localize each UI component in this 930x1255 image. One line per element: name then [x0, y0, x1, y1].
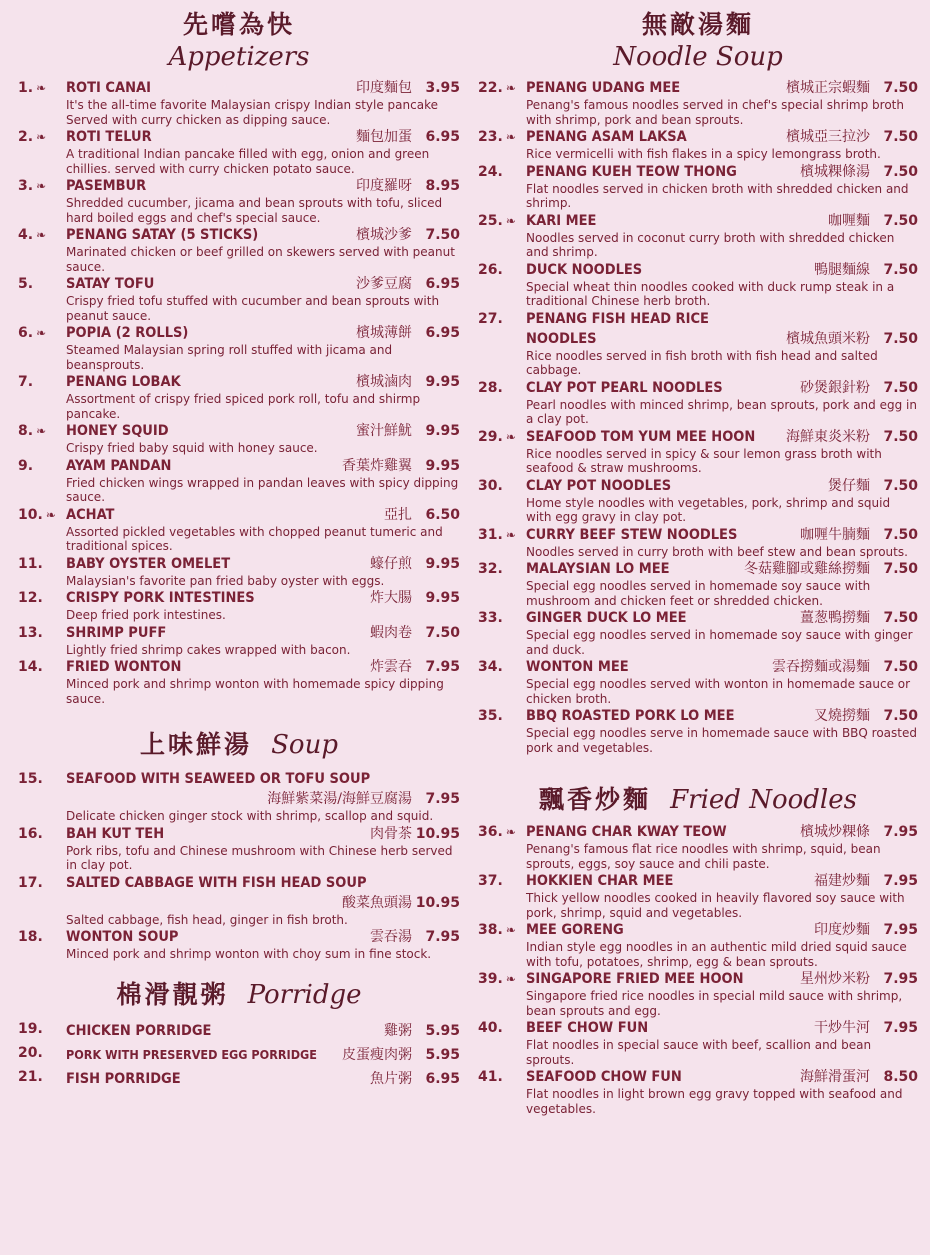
porridge-header: [18, 976, 460, 1017]
item-number: 11.: [18, 555, 43, 572]
menu-item: [18, 657, 460, 706]
noodle-soup-header: [478, 0, 918, 74]
fish-icon: ❧: [505, 130, 516, 144]
item-description: Deep fried pork intestines.: [66, 608, 226, 622]
item-price: 7.95: [883, 824, 918, 840]
fish-icon: ❧: [505, 429, 516, 444]
item-price: 9.95: [425, 555, 460, 572]
item-description: Malaysian's favorite pan fried baby oyster with eggs.: [66, 573, 385, 588]
item-description: Delicate chicken ginger stock with shrimp, scallop and squid.: [66, 809, 434, 823]
item-name-zh: 砂煲銀針粉: [800, 379, 870, 396]
item-price: 9.95: [425, 590, 460, 606]
item-name: MALAYSIAN LO MEE: [526, 561, 670, 577]
item-price: 7.95: [883, 971, 918, 987]
item-price: 7.50: [883, 428, 918, 445]
item-name: CHICKEN PORRIDGE: [66, 1022, 212, 1039]
appetizers-list: [18, 78, 460, 706]
fish-icon: ❧: [36, 326, 47, 340]
menu-item: [478, 476, 918, 525]
item-name: PENANG ASAM LAKSA: [526, 129, 687, 145]
item-price: 7.50: [883, 163, 918, 180]
item-number: 1. ❧: [18, 80, 47, 96]
item-name: HOKKIEN CHAR MEE: [526, 873, 674, 889]
item-description: Shredded cucumber, jicama and bean sprouts with tofu, sliced hard boiled eggs and chef's special sauce.: [66, 196, 443, 225]
item-name-zh: 炸大腸: [370, 590, 412, 606]
fried-noodles-title-en: Fried Noodles: [670, 785, 857, 815]
item-number: 17.: [18, 874, 43, 891]
item-number: 9.: [18, 457, 34, 474]
menu-item: [478, 1067, 918, 1116]
menu-item: [18, 372, 460, 421]
item-name-zh: 蝦肉卷: [370, 624, 412, 641]
item-name-zh: 咖喱麵: [828, 212, 870, 229]
fish-icon: ❧: [505, 81, 516, 95]
item-number: 23. ❧: [478, 129, 516, 145]
porridge-title-en: Porridge: [247, 979, 362, 1010]
appetizers-title-en: Appetizers: [168, 42, 310, 72]
item-name-zh: 海鮮滑蛋河: [800, 1069, 870, 1085]
item-description: Minced pork and shrimp wonton with choy sum in fine stock.: [66, 947, 432, 961]
item-description: Rice vermicelli with fish flakes in a spicy lemongrass broth.: [526, 147, 881, 161]
item-name-zh: 雲吞撈麵或湯麵: [772, 659, 870, 675]
item-name: SHRIMP PUFF: [66, 624, 167, 641]
item-name: ACHAT: [66, 506, 115, 523]
item-description: It's the all-time favorite Malaysian crispy Indian style pancake Served with curry chicken as dipping sauce.: [66, 98, 438, 127]
item-name: SEAFOOD WITH SEAWEED OR TOFU SOUP: [66, 771, 371, 787]
item-name-zh: 星州炒米粉: [800, 971, 870, 987]
item-number: 29. ❧: [478, 428, 516, 445]
item-description: Home style noodles with vegetables, pork, shrimp and squid with egg gravy in clay pot.: [526, 495, 891, 524]
item-name-zh: 檳城魚頭米粉: [786, 330, 870, 347]
soup-title-en: Soup: [271, 730, 338, 760]
item-price: 7.95: [425, 791, 460, 807]
item-price: 6.95: [425, 129, 460, 145]
item-number: 16.: [18, 825, 43, 842]
item-number: 40.: [478, 1020, 503, 1036]
item-price: 6.95: [425, 1070, 460, 1087]
fish-icon: ❧: [36, 179, 47, 193]
item-name-zh: 薑葱鴨撈麵: [800, 610, 870, 626]
menu-item: [18, 127, 460, 176]
item-name: BEEF CHOW FUN: [526, 1020, 649, 1036]
item-price: 7.95: [425, 659, 460, 675]
item-name: AYAM PANDAN: [66, 457, 172, 474]
item-name-zh: 沙爹豆腐: [356, 276, 412, 292]
menu-item: [18, 824, 460, 873]
menu-item: [18, 927, 460, 962]
item-name: WONTON SOUP: [66, 929, 179, 945]
fried-noodles-header: [478, 781, 918, 822]
porridge-title-zh: 棉滑靚粥: [116, 979, 229, 1009]
menu-item: [478, 657, 918, 706]
menu-item: [478, 608, 918, 657]
item-description: Fried chicken wings wrapped in pandan leaves with spicy dipping sauce.: [66, 475, 459, 504]
item-description: Pearl noodles with minced shrimp, bean sprouts, pork and egg in a clay pot.: [526, 397, 917, 426]
item-number: 32.: [478, 561, 503, 577]
item-description: Pork ribs, tofu and Chinese mushroom with Chinese herb served in clay pot.: [66, 843, 453, 872]
item-name-zh: 檳城正宗蝦麵: [786, 80, 870, 96]
item-price: 7.50: [883, 212, 918, 229]
item-name-zh: 海鮮東炎米粉: [786, 428, 870, 445]
item-name-zh: 雲吞湯: [370, 929, 412, 945]
item-number: 24.: [478, 163, 503, 180]
item-price: 9.95: [425, 374, 460, 390]
menu-item: [478, 162, 918, 211]
menu-item: [18, 554, 460, 589]
menu-item: [478, 559, 918, 608]
menu-item: [478, 211, 918, 260]
item-price: 7.50: [883, 477, 918, 494]
fish-icon: ❧: [505, 972, 516, 986]
item-description: Minced pork and shrimp wonton with homemade spicy dipping sauce.: [66, 677, 444, 706]
fish-icon: ❧: [505, 213, 516, 228]
item-name: KARI MEE: [526, 212, 597, 229]
item-number: 14.: [18, 659, 43, 675]
item-price: 5.95: [425, 1022, 460, 1039]
menu-item: [18, 456, 460, 505]
menu-item: [18, 323, 460, 372]
item-name-zh: 麵包加蛋: [356, 129, 412, 145]
item-price: 7.50: [883, 659, 918, 675]
item-name-zh: 酸菜魚頭湯: [342, 894, 412, 911]
item-name-zh: 肉骨茶: [370, 825, 412, 842]
item-description: Penang's famous noodles served in chef's special shrimp broth with shrimp, pork and bean sprouts.: [526, 98, 904, 127]
item-name-zh: 鴨腿麵線: [814, 261, 870, 278]
item-description: Flat noodles in light brown egg gravy topped with seafood and vegetables.: [526, 1087, 903, 1116]
item-number: 22. ❧: [478, 80, 516, 96]
item-name-zh: 炸雲吞: [370, 659, 412, 675]
item-name: SATAY TOFU: [66, 276, 155, 292]
menu-item: [478, 822, 918, 871]
item-number: 12.: [18, 590, 43, 606]
menu-item: [478, 706, 918, 755]
item-name: DUCK NOODLES: [526, 261, 643, 278]
item-price: 7.95: [425, 929, 460, 945]
item-name-zh: 叉燒撈麵: [814, 708, 870, 724]
item-description: A traditional Indian pancake filled with egg, onion and green chillies. served with curry chicken potato sauce.: [66, 147, 430, 176]
item-number: 4. ❧: [18, 227, 47, 243]
item-number: 18.: [18, 929, 43, 945]
item-number: 27.: [478, 310, 503, 327]
menu-item: [18, 421, 460, 456]
item-description: Special wheat thin noodles cooked with duck rump steak in a traditional Chinese herb broth.: [526, 279, 895, 308]
item-name: PENANG SATAY (5 STICKS): [66, 227, 259, 243]
item-name: HONEY SQUID: [66, 423, 169, 439]
soup-title-zh: 上味鮮湯: [140, 730, 253, 759]
item-description: Crispy fried tofu stuffed with cucumber and bean sprouts with peanut sauce.: [66, 294, 440, 323]
item-name: PENANG CHAR KWAY TEOW: [526, 824, 727, 840]
item-name-zh: 魚片粥: [370, 1070, 412, 1087]
item-number: 41.: [478, 1069, 503, 1085]
item-price: 6.95: [425, 325, 460, 341]
item-description: Rice noodles served in fish broth with fish head and salted cabbage.: [526, 348, 878, 377]
menu-item: [478, 260, 918, 309]
item-price: 7.50: [883, 261, 918, 278]
item-description: Assortment of crispy fried spiced pork roll, tofu and shirmp pancake.: [66, 392, 421, 421]
appetizers-title-zh: 先嚐為快: [182, 10, 295, 39]
left-column: [18, 0, 460, 1091]
menu-item: [478, 920, 918, 969]
item-price: 9.95: [425, 423, 460, 439]
item-price: 9.95: [425, 457, 460, 474]
item-price: 7.50: [883, 129, 918, 145]
menu-item: [18, 1019, 460, 1043]
item-price: 7.50: [883, 80, 918, 96]
item-name-zh: 福建炒麵: [814, 873, 870, 889]
item-price: 6.50: [425, 506, 460, 523]
item-number: 31. ❧: [478, 526, 516, 543]
item-number: 10. ❧: [18, 506, 56, 523]
menu-item: [478, 969, 918, 1018]
fried-noodles-list: [478, 822, 918, 1116]
item-name-zh: 檳城沙爹: [356, 227, 412, 243]
item-name: SINGAPORE FRIED MEE HOON: [526, 971, 744, 987]
item-price: 7.50: [883, 526, 918, 543]
item-number: 34.: [478, 659, 503, 675]
menu-item: [478, 525, 918, 560]
item-price: 5.95: [425, 1046, 460, 1063]
menu-item: [18, 588, 460, 623]
fried-noodles-title-zh: 飄香炒麵: [539, 785, 652, 814]
item-name-line2: NOODLES: [526, 330, 597, 347]
menu-item: [478, 378, 918, 427]
noodle-soup-title-zh: 無敵湯麵: [641, 10, 754, 39]
item-price: 7.50: [425, 624, 460, 641]
item-name: PENANG KUEH TEOW THONG: [526, 163, 737, 180]
item-name-zh: 冬菇雞腳或雞絲撈麵: [744, 561, 870, 577]
menu-item: [18, 78, 460, 127]
item-price: 7.50: [883, 561, 918, 577]
item-description: Lightly fried shrimp cakes wrapped with bacon.: [66, 642, 351, 657]
item-price: 7.95: [883, 1020, 918, 1036]
fish-icon: ❧: [505, 923, 516, 937]
menu-item: [18, 873, 460, 928]
item-description: Crispy fried baby squid with honey sauce.: [66, 441, 318, 455]
item-name-zh: 亞扎: [384, 506, 412, 523]
menu-item: [478, 427, 918, 476]
fish-icon: ❧: [36, 228, 47, 242]
porridge-list: [18, 1019, 460, 1091]
item-name: CRISPY PORK INTESTINES: [66, 590, 255, 606]
item-name: PENANG UDANG MEE: [526, 80, 681, 96]
item-name: POPIA (2 ROLLS): [66, 325, 189, 341]
item-number: 15.: [18, 771, 43, 787]
item-price: 7.50: [883, 610, 918, 626]
item-name-zh: 咖喱牛腩麵: [800, 526, 870, 543]
fish-icon: ❧: [36, 424, 47, 438]
item-name-zh: 檳城炒粿條: [800, 824, 870, 840]
item-description: Singapore fried rice noodles in special mild sauce with shrimp, bean sprouts and egg.: [526, 989, 903, 1018]
item-price: 7.95: [883, 873, 918, 889]
item-description: Flat noodles in special sauce with beef, scallion and bean sprouts.: [526, 1038, 872, 1067]
menu-item: [18, 1067, 460, 1091]
item-description: Special egg noodles serve in homemade sauce with BBQ roasted pork and vegetables.: [526, 726, 917, 755]
menu-item: [478, 309, 918, 378]
item-name-zh: 檳城滷肉: [356, 374, 412, 390]
item-price: 8.50: [883, 1069, 918, 1085]
item-number: 2. ❧: [18, 129, 47, 145]
item-description: Indian style egg noodles in an authentic mild dried squid sauce with tofu, potatoes, shrimp, egg & bean sprouts.: [526, 940, 907, 969]
menu-item: [478, 78, 918, 127]
item-name-zh: 蜜汁鮮魷: [356, 423, 412, 439]
item-number: 39. ❧: [478, 971, 516, 987]
soup-list: [18, 769, 460, 962]
item-name: FRIED WONTON: [66, 659, 182, 675]
item-number: 25. ❧: [478, 212, 516, 229]
item-name: GINGER DUCK LO MEE: [526, 610, 687, 626]
item-name-line1: PENANG FISH HEAD RICE: [526, 310, 709, 327]
item-name-zh: 煲仔麵: [828, 477, 870, 494]
item-description: Assorted pickled vegetables with chopped peanut tumeric and traditional spices.: [66, 524, 443, 553]
item-name: PASEMBUR: [66, 178, 147, 194]
item-description: Special egg noodles served in homemade soy sauce with ginger and duck.: [526, 628, 913, 657]
fish-icon: ❧: [45, 507, 56, 522]
item-price: 10.95: [415, 825, 460, 842]
menu-item: [478, 871, 918, 920]
item-price: 7.50: [425, 227, 460, 243]
item-number: 38. ❧: [478, 922, 516, 938]
item-description: Penang's famous flat rice noodles with shrimp, squid, bean sprouts, eggs, soy sauce and chili paste.: [526, 842, 881, 871]
item-number: 6. ❧: [18, 325, 47, 341]
right-column: [478, 0, 918, 1116]
item-price: 7.50: [883, 330, 918, 347]
item-number: 3. ❧: [18, 178, 47, 194]
fish-icon: ❧: [36, 130, 47, 144]
menu-item: [18, 176, 460, 225]
item-number: 20.: [18, 1044, 43, 1061]
item-name: CLAY POT NOODLES: [526, 477, 672, 494]
item-number: 5.: [18, 276, 34, 292]
item-name-zh: 皮蛋瘦肉粥: [342, 1046, 412, 1063]
item-number: 36. ❧: [478, 824, 516, 840]
item-number: 26.: [478, 261, 503, 278]
menu-item: [18, 225, 460, 274]
item-name-zh: 印度羅呀: [356, 178, 412, 194]
item-number: 30.: [478, 477, 503, 494]
menu-item: [18, 1043, 460, 1067]
menu-item: [18, 505, 460, 554]
item-number: 33.: [478, 610, 503, 626]
item-name: CLAY POT PEARL NOODLES: [526, 379, 723, 396]
item-price: 8.95: [425, 178, 460, 194]
item-number: 21.: [18, 1068, 43, 1085]
item-name-zh: 檳城薄餅: [356, 325, 412, 341]
item-name-zh: 香葉炸雞翼: [342, 457, 412, 474]
item-name-zh: 印度麵包: [356, 80, 412, 96]
item-name: BAH KUT TEH: [66, 825, 165, 842]
item-price: 3.95: [425, 80, 460, 96]
item-description: Thick yellow noodles cooked in heavily flavored soy sauce with pork, shrimp, squid and vegetables.: [526, 891, 905, 920]
item-name-zh: 印度炒麵: [814, 922, 870, 938]
item-name: BABY OYSTER OMELET: [66, 555, 231, 572]
item-name: SALTED CABBAGE WITH FISH HEAD SOUP: [66, 874, 367, 891]
menu-item: [18, 274, 460, 323]
item-name: ROTI CANAI: [66, 80, 151, 96]
item-price: 10.95: [415, 894, 460, 911]
appetizers-header: [18, 0, 460, 74]
menu-item: [18, 769, 460, 824]
item-name-zh: 海鮮紫菜湯/海鮮豆腐湯: [267, 791, 412, 807]
item-name: FISH PORRIDGE: [66, 1070, 181, 1087]
fish-icon: ❧: [505, 825, 516, 839]
item-name-zh: 雞粥: [384, 1022, 412, 1039]
item-description: Salted cabbage, fish head, ginger in fish broth.: [66, 912, 348, 927]
item-name-zh: 干炒牛河: [814, 1020, 870, 1036]
item-description: Flat noodles served in chicken broth with shredded chicken and shrimp.: [526, 181, 909, 210]
item-name: PENANG LOBAK: [66, 374, 181, 390]
item-name: SEAFOOD CHOW FUN: [526, 1069, 682, 1085]
menu-item: [478, 1018, 918, 1067]
item-number: 37.: [478, 873, 503, 889]
noodle-soup-title-en: Noodle Soup: [613, 42, 783, 72]
item-number: 35.: [478, 708, 503, 724]
item-name-zh: 檳城粿條湯: [800, 163, 870, 180]
item-name: ROTI TELUR: [66, 129, 152, 145]
item-description: Noodles served in curry broth with beef stew and bean sprouts.: [526, 544, 908, 559]
item-price: 7.95: [883, 922, 918, 938]
item-number: 13.: [18, 624, 43, 641]
item-description: Marinated chicken or beef grilled on skewers served with peanut sauce.: [66, 245, 455, 274]
fish-icon: ❧: [36, 81, 47, 95]
item-price: 7.50: [883, 708, 918, 724]
menu-item: [478, 127, 918, 162]
item-name: MEE GORENG: [526, 922, 624, 938]
item-number: 19.: [18, 1020, 43, 1037]
item-description: Steamed Malaysian spring roll stuffed with jicama and beansprouts.: [66, 343, 393, 372]
item-number: 8. ❧: [18, 423, 47, 439]
item-name-zh: 檳城亞三拉沙: [786, 129, 870, 145]
menu-item: [18, 623, 460, 658]
item-number: 7.: [18, 374, 34, 390]
item-description: Special egg noodles served with wonton in homemade sauce or chicken broth.: [526, 677, 911, 706]
soup-header: [18, 726, 460, 767]
item-name-zh: 蠔仔煎: [370, 555, 412, 572]
item-name: CURRY BEEF STEW NOODLES: [526, 526, 738, 543]
fish-icon: ❧: [505, 527, 516, 542]
item-name: BBQ ROASTED PORK LO MEE: [526, 708, 735, 724]
item-description: Rice noodles served in spicy & sour lemon grass broth with seafood & straw mushrooms.: [526, 446, 882, 475]
item-price: 7.50: [883, 379, 918, 396]
item-price: 6.95: [425, 276, 460, 292]
item-description: Noodles served in coconut curry broth with shredded chicken and shrimp.: [526, 230, 895, 259]
item-description: Special egg noodles served in homemade soy sauce with mushroom and chicken feet or shredded chicken.: [526, 579, 871, 608]
item-name: WONTON MEE: [526, 659, 629, 675]
noodle-soup-list: [478, 78, 918, 755]
item-name: SEAFOOD TOM YUM MEE HOON: [526, 428, 756, 445]
item-name: PORK WITH PRESERVED EGG PORRIDGE: [66, 1046, 317, 1062]
item-number: 28.: [478, 379, 503, 396]
